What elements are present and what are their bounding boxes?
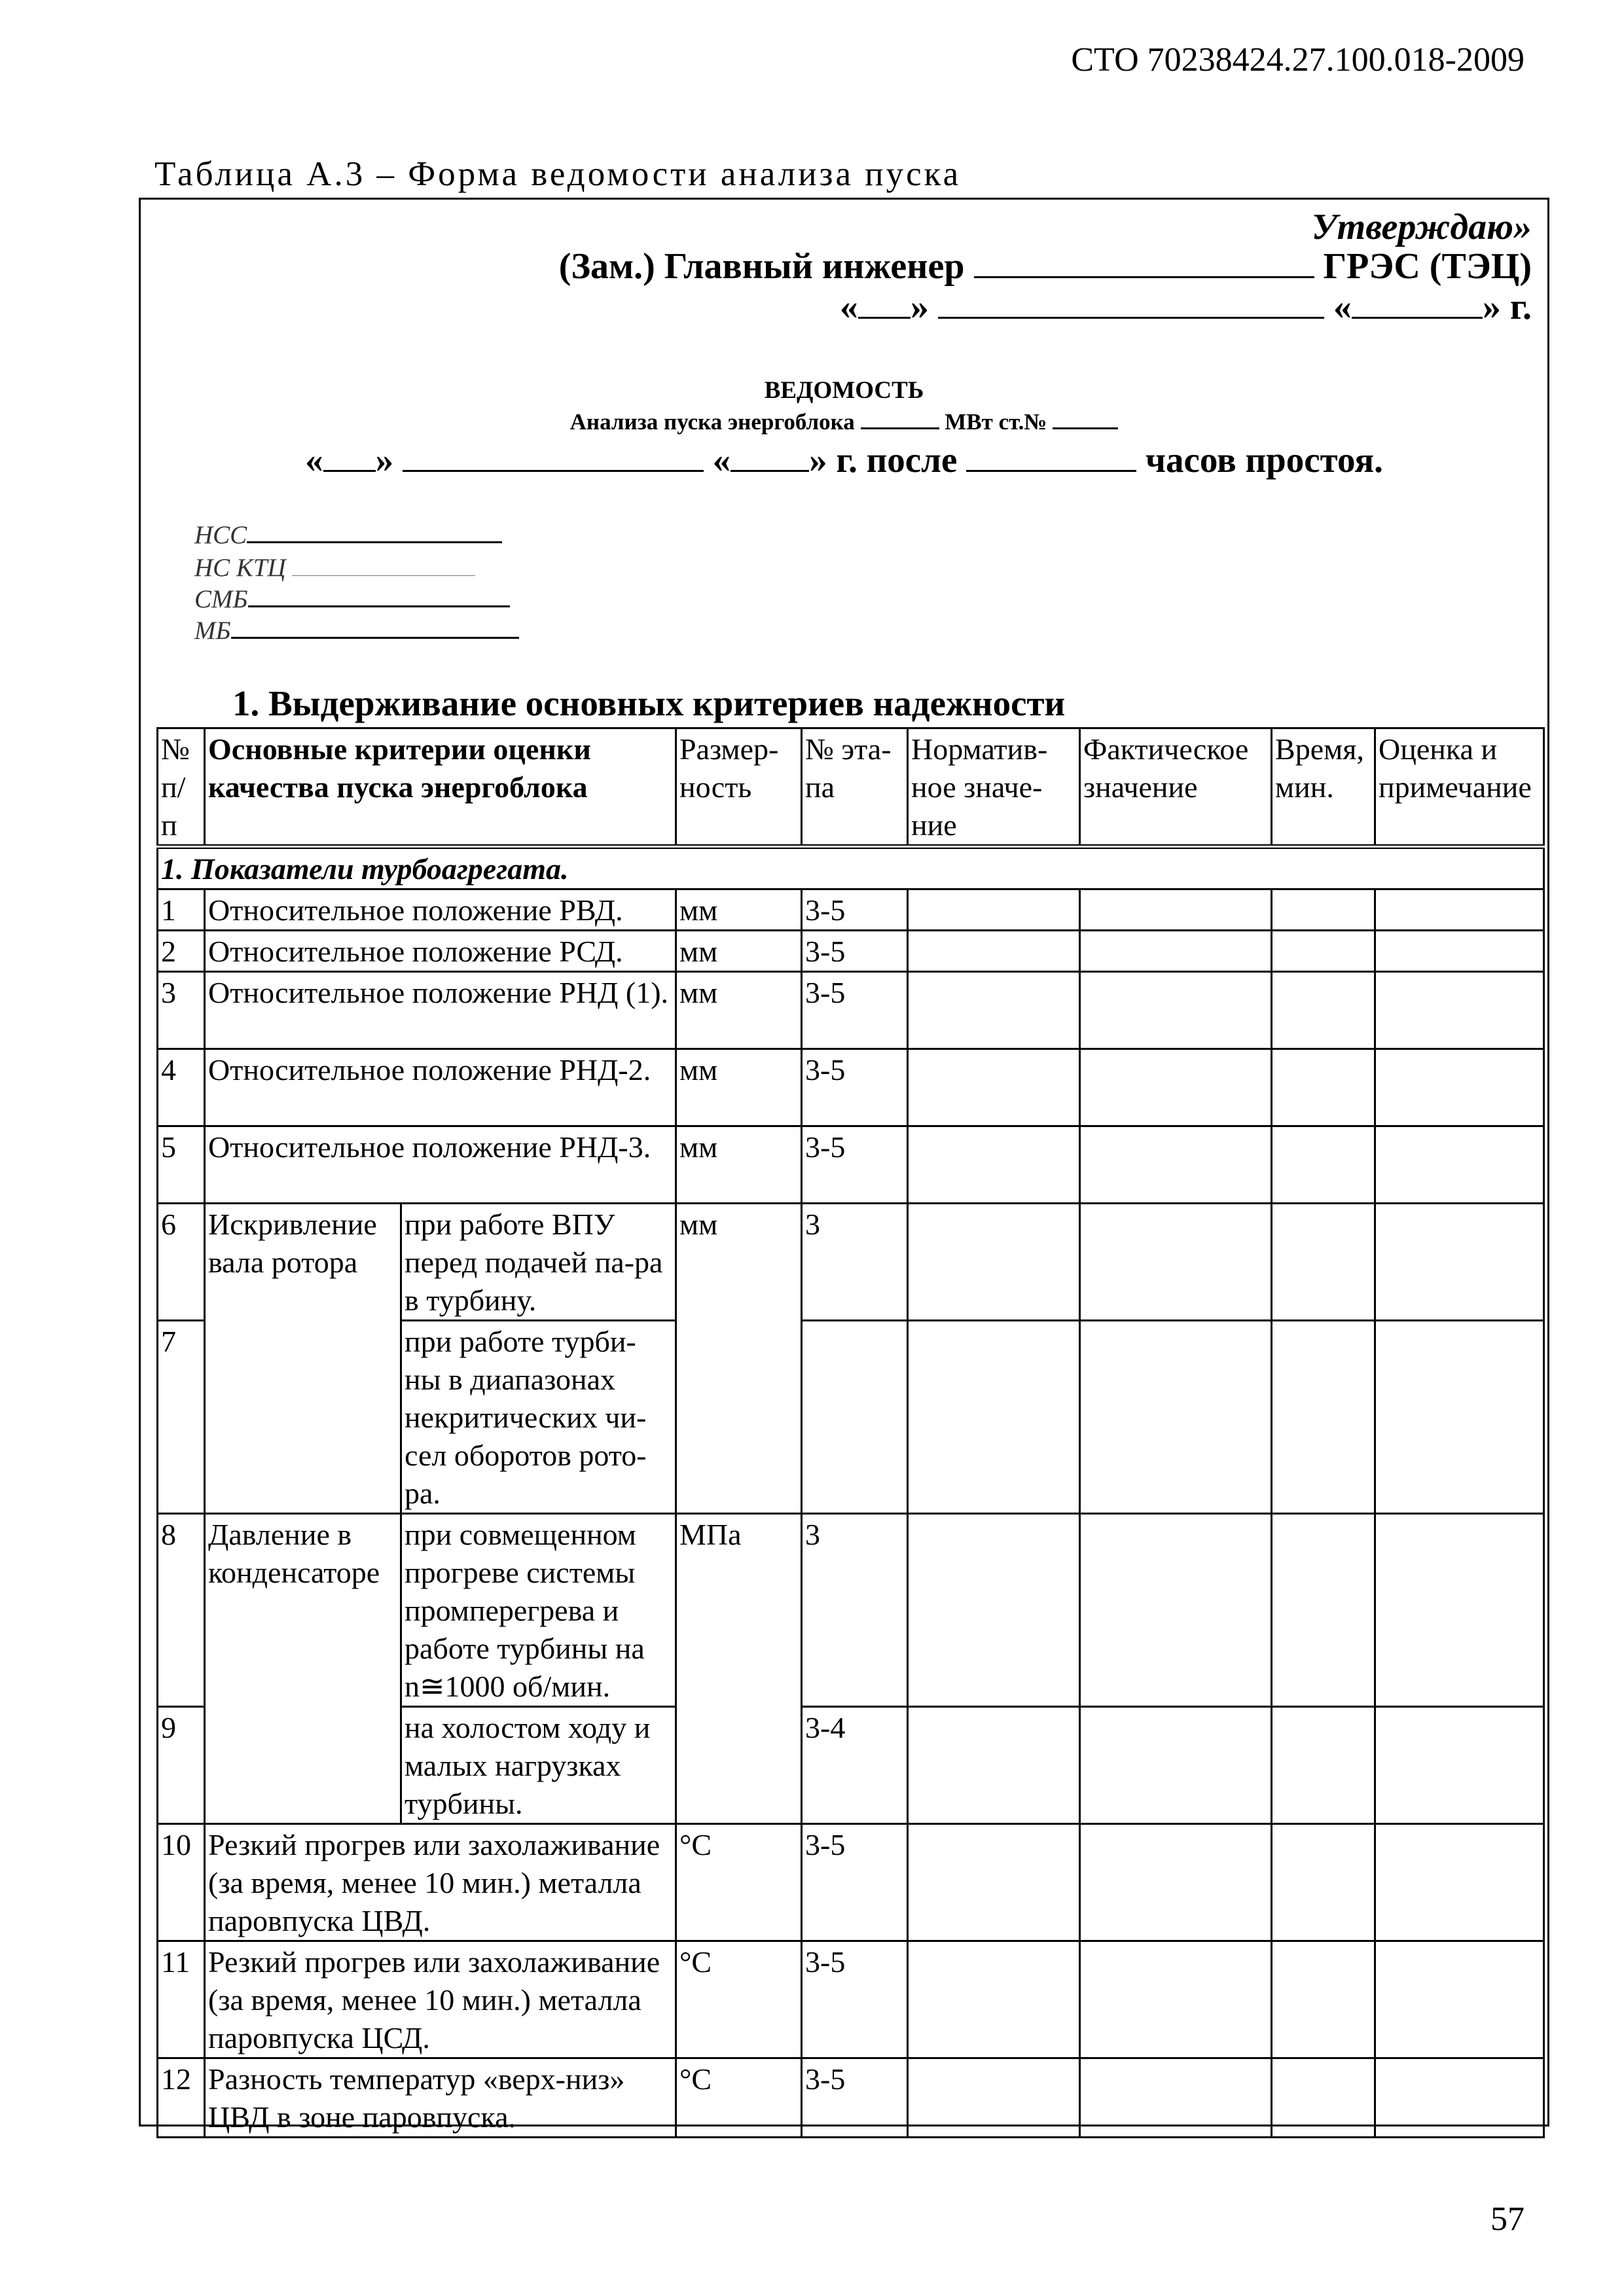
row-num: 7 bbox=[158, 1321, 205, 1514]
rating-cell[interactable] bbox=[1375, 1514, 1544, 1707]
row-stage: 3 bbox=[802, 1514, 908, 1707]
time-cell[interactable] bbox=[1272, 1049, 1375, 1126]
plant-type-label: ГРЭС (ТЭЦ) bbox=[1323, 246, 1532, 287]
header-num: № п/п bbox=[158, 728, 205, 847]
signature-label: СМБ bbox=[194, 585, 248, 613]
year-blank[interactable] bbox=[731, 469, 809, 472]
date-close-quote: » bbox=[910, 287, 929, 327]
row-unit: мм bbox=[676, 1049, 802, 1126]
norm-cell[interactable] bbox=[908, 1321, 1080, 1514]
norm-cell[interactable] bbox=[908, 1941, 1080, 2058]
header-unit: Размер-ность bbox=[676, 728, 802, 847]
plant-name-blank[interactable] bbox=[974, 276, 1314, 278]
row-num: 1 bbox=[158, 889, 205, 931]
row-criteria: Разность температур «верх-низ» ЦВД в зоне паровпуска. bbox=[205, 2058, 676, 2138]
after-label: » г. после bbox=[809, 440, 958, 480]
form-frame bbox=[139, 198, 1549, 2134]
actual-cell[interactable] bbox=[1080, 1204, 1272, 1321]
row-num: 9 bbox=[158, 1707, 205, 1824]
time-cell[interactable] bbox=[1272, 1707, 1375, 1824]
row-subcriteria: на холостом ходу и малых нагрузках турбины. bbox=[401, 1707, 676, 1824]
row-unit: мм bbox=[676, 1204, 802, 1514]
norm-cell[interactable] bbox=[908, 2058, 1080, 2138]
row-stage: 3 bbox=[802, 1204, 908, 1321]
chief-engineer-label: (Зам.) Главный инженер bbox=[558, 246, 965, 287]
norm-cell[interactable] bbox=[908, 1049, 1080, 1126]
time-cell[interactable] bbox=[1272, 1824, 1375, 1941]
header-stage: № эта-па bbox=[802, 728, 908, 847]
table-row bbox=[158, 1941, 1544, 2058]
header-time: Время, мин. bbox=[1272, 728, 1375, 847]
row-unit: °С bbox=[676, 1824, 802, 1941]
norm-cell[interactable] bbox=[908, 1514, 1080, 1707]
signature-blank[interactable] bbox=[292, 575, 475, 576]
norm-cell[interactable] bbox=[908, 1204, 1080, 1321]
row-stage: 3-4 bbox=[802, 1707, 908, 1824]
day-blank[interactable] bbox=[858, 316, 911, 319]
rating-cell[interactable] bbox=[1375, 972, 1544, 1049]
year-open-quote: « bbox=[712, 440, 731, 480]
table-row bbox=[158, 889, 1544, 931]
signature-line bbox=[194, 584, 510, 614]
row-stage bbox=[802, 1321, 908, 1514]
approve-label: Утверждаю» bbox=[1311, 207, 1532, 247]
station-number-blank[interactable] bbox=[1053, 427, 1118, 429]
row-criteria: Относительное положение РНД-2. bbox=[205, 1049, 676, 1126]
page-number: 57 bbox=[1490, 2200, 1525, 2238]
date-open-quote: « bbox=[839, 287, 858, 327]
header-row bbox=[158, 728, 1544, 847]
actual-cell[interactable] bbox=[1080, 1707, 1272, 1824]
signature-label: НС КТЦ bbox=[194, 554, 286, 582]
group-label: 1. Показатели турбоагрегата. bbox=[158, 847, 1544, 889]
time-cell[interactable] bbox=[1272, 2058, 1375, 2138]
row-num: 3 bbox=[158, 972, 205, 1049]
date-open-quote: « bbox=[305, 440, 323, 480]
section-title: 1. Выдерживание основных критериев надежности bbox=[232, 683, 1066, 723]
rating-cell[interactable] bbox=[1375, 931, 1544, 972]
row-criteria: Относительное положение РНД (1). bbox=[205, 972, 676, 1049]
date-close-quote: » bbox=[375, 440, 394, 480]
row-criteria: Относительное положение РСД. bbox=[205, 931, 676, 972]
actual-cell[interactable] bbox=[1080, 1941, 1272, 2058]
rating-cell[interactable] bbox=[1375, 1824, 1544, 1941]
row-num: 5 bbox=[158, 1126, 205, 1204]
row-criteria: Резкий прогрев или захолаживание (за время, менее 10 мин.) металла паровпуска ЦСД. bbox=[205, 1941, 676, 2058]
table-row bbox=[158, 1049, 1544, 1126]
actual-cell[interactable] bbox=[1080, 1321, 1272, 1514]
rating-cell[interactable] bbox=[1375, 1321, 1544, 1514]
row-unit: мм bbox=[676, 931, 802, 972]
signature-blank[interactable] bbox=[247, 541, 502, 543]
row-num: 4 bbox=[158, 1049, 205, 1126]
time-cell[interactable] bbox=[1272, 1514, 1375, 1707]
time-cell[interactable] bbox=[1272, 889, 1375, 931]
header-criteria: Основные критерии оценки качества пуска энергоблока bbox=[205, 728, 676, 847]
row-criteria: Резкий прогрев или захолаживание (за время, менее 10 мин.) металла паровпуска ЦВД. bbox=[205, 1824, 676, 1941]
norm-cell[interactable] bbox=[908, 1707, 1080, 1824]
row-stage: 3-5 bbox=[802, 972, 908, 1049]
actual-cell[interactable] bbox=[1080, 1824, 1272, 1941]
signature-line bbox=[194, 553, 475, 583]
rating-cell[interactable] bbox=[1375, 1049, 1544, 1126]
norm-cell[interactable] bbox=[908, 1126, 1080, 1204]
row-unit: мм bbox=[676, 972, 802, 1049]
document-code: СТО 70238424.27.100.018-2009 bbox=[1071, 41, 1525, 79]
actual-cell[interactable] bbox=[1080, 889, 1272, 931]
row-stage: 3-5 bbox=[802, 889, 908, 931]
time-cell[interactable] bbox=[1272, 931, 1375, 972]
rating-cell[interactable] bbox=[1375, 1204, 1544, 1321]
norm-cell[interactable] bbox=[908, 931, 1080, 972]
header-actual: Фактическое значение bbox=[1080, 728, 1272, 847]
group-row bbox=[158, 847, 1544, 889]
actual-cell[interactable] bbox=[1080, 2058, 1272, 2138]
rating-cell[interactable] bbox=[1375, 2058, 1544, 2138]
row-stage: 3-5 bbox=[802, 1824, 908, 1941]
actual-cell[interactable] bbox=[1080, 1126, 1272, 1204]
row-unit: мм bbox=[676, 889, 802, 931]
actual-cell[interactable] bbox=[1080, 1514, 1272, 1707]
rating-cell[interactable] bbox=[1375, 1707, 1544, 1824]
signature-line bbox=[194, 520, 502, 550]
row-stage: 3-5 bbox=[802, 931, 908, 972]
actual-cell[interactable] bbox=[1080, 931, 1272, 972]
time-cell[interactable] bbox=[1272, 1126, 1375, 1204]
year-blank[interactable] bbox=[1352, 316, 1483, 319]
row-num: 11 bbox=[158, 1941, 205, 2058]
actual-cell[interactable] bbox=[1080, 972, 1272, 1049]
time-cell[interactable] bbox=[1272, 972, 1375, 1049]
rating-cell[interactable] bbox=[1375, 1941, 1544, 2058]
table-row bbox=[158, 1204, 1544, 1321]
power-blank[interactable] bbox=[861, 427, 939, 429]
row-unit: мм bbox=[676, 1126, 802, 1204]
row-criteria: Относительное положение РНД-3. bbox=[205, 1126, 676, 1204]
row-stage: 3-5 bbox=[802, 1941, 908, 2058]
table-caption: Таблица А.3 – Форма ведомости анализа пуска bbox=[154, 155, 962, 193]
month-blank[interactable] bbox=[938, 316, 1324, 319]
actual-cell[interactable] bbox=[1080, 1049, 1272, 1126]
row-stage: 3-5 bbox=[802, 2058, 908, 2138]
row-criteria: Искривление вала ротора bbox=[205, 1204, 401, 1514]
row-num: 10 bbox=[158, 1824, 205, 1941]
row-unit: °С bbox=[676, 1941, 802, 2058]
approval-date-line bbox=[840, 286, 1532, 328]
downtime-label: часов простоя. bbox=[1145, 440, 1383, 480]
criteria-table bbox=[156, 727, 1545, 2138]
table-row bbox=[158, 1824, 1544, 1941]
time-cell[interactable] bbox=[1272, 1204, 1375, 1321]
document-title: ВЕДОМОСТЬ bbox=[764, 377, 924, 404]
row-unit: МПа bbox=[676, 1514, 802, 1824]
row-unit: °С bbox=[676, 2058, 802, 2138]
analysis-label: Анализа пуска энергоблока bbox=[569, 409, 855, 435]
month-blank[interactable] bbox=[403, 469, 704, 472]
row-num: 2 bbox=[158, 931, 205, 972]
header-rating: Оценка и примечание bbox=[1375, 728, 1544, 847]
norm-cell[interactable] bbox=[908, 1824, 1080, 1941]
signature-label: НСС bbox=[194, 521, 247, 549]
norm-cell[interactable] bbox=[908, 972, 1080, 1049]
table-row bbox=[158, 972, 1544, 1049]
downtime-hours-blank[interactable] bbox=[966, 469, 1136, 472]
start-date-line bbox=[141, 439, 1547, 480]
rating-cell[interactable] bbox=[1375, 1126, 1544, 1204]
table-row bbox=[158, 2058, 1544, 2138]
time-cell[interactable] bbox=[1272, 1321, 1375, 1514]
row-num: 8 bbox=[158, 1514, 205, 1707]
header-norm: Норматив-ное значе-ние bbox=[908, 728, 1080, 847]
row-num: 6 bbox=[158, 1204, 205, 1321]
chief-engineer-line bbox=[559, 245, 1532, 287]
day-blank[interactable] bbox=[323, 469, 376, 472]
row-num: 12 bbox=[158, 2058, 205, 2138]
norm-cell[interactable] bbox=[908, 889, 1080, 931]
row-subcriteria: при работе турби-ны в диапазонах некритических чи-сел оборотов рото-ра. bbox=[401, 1321, 676, 1514]
row-subcriteria: при работе ВПУ перед подачей па-ра в турбину. bbox=[401, 1204, 676, 1321]
time-cell[interactable] bbox=[1272, 1941, 1375, 2058]
table-row bbox=[158, 1514, 1544, 1707]
row-stage: 3-5 bbox=[802, 1049, 908, 1126]
signature-blank[interactable] bbox=[248, 605, 510, 607]
row-subcriteria: при совмещенном прогреве системы промперегрева и работе турбины на n≅1000 об/мин. bbox=[401, 1514, 676, 1707]
table-row bbox=[158, 931, 1544, 972]
year-suffix: » г. bbox=[1482, 287, 1532, 327]
year-open-quote: « bbox=[1333, 287, 1352, 327]
signature-label: МБ bbox=[194, 617, 231, 645]
signature-line bbox=[194, 616, 519, 645]
table-row bbox=[158, 1126, 1544, 1204]
row-criteria: Давление в конденсаторе bbox=[205, 1514, 401, 1824]
row-criteria: Относительное положение РВД. bbox=[205, 889, 676, 931]
station-label: МВт ст.№ bbox=[945, 409, 1047, 435]
signature-blank[interactable] bbox=[231, 636, 519, 639]
rating-cell[interactable] bbox=[1375, 889, 1544, 931]
analysis-line bbox=[141, 409, 1547, 435]
row-stage: 3-5 bbox=[802, 1126, 908, 1204]
